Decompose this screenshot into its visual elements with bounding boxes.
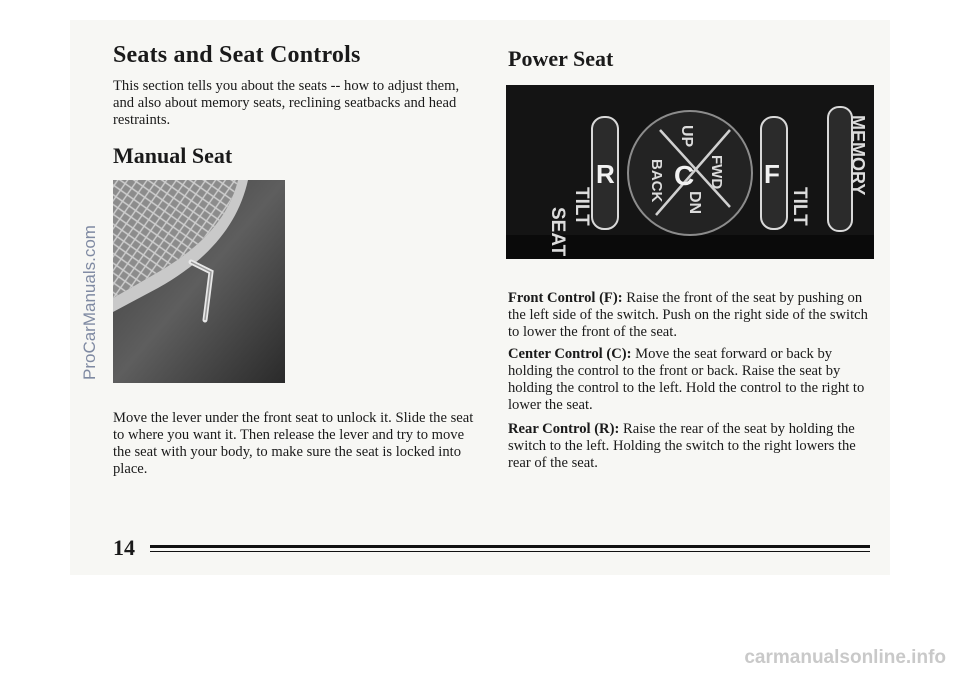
center-control-label: Center Control (C): bbox=[508, 346, 632, 362]
panel-label-fwd: FWD bbox=[708, 155, 725, 190]
panel-label-tilt-right: TILT bbox=[789, 187, 810, 226]
footer-rule-top bbox=[150, 545, 870, 548]
intro-paragraph: This section tells you about the seats -- how to adjust them, and also about memory seats, reclining seatbacks and head restraints. bbox=[113, 78, 460, 128]
power-seat-control-panel bbox=[506, 85, 874, 259]
center-control-text: Move the seat forward or back by holding the control to the front or back. Raise the seat by holding the control to the left. Hold the control to the right to lower the seat. bbox=[508, 346, 865, 413]
panel-label-up: UP bbox=[678, 125, 695, 148]
center-control-paragraph bbox=[508, 346, 870, 414]
rear-control-paragraph bbox=[508, 421, 870, 472]
power-seat-heading: Power Seat bbox=[508, 46, 614, 71]
manual-seat-paragraph: Move the lever under the front seat to unlock it. Slide the seat to where you want it. Then release the lever and try to move the seat with your body, to make sure the seat is locked into place. bbox=[113, 410, 474, 477]
footer-rule-bottom bbox=[150, 551, 870, 552]
front-control-text: Raise the front of the seat by pushing on the left side of the switch. Push on the right side of the switch to lower the front of the seat. bbox=[508, 290, 868, 340]
watermark-text bbox=[80, 360, 100, 380]
panel-label-f: F bbox=[764, 159, 780, 189]
panel-label-memory: MEMORY bbox=[848, 115, 868, 196]
front-control-paragraph bbox=[508, 290, 868, 341]
page-number: 14 bbox=[113, 535, 135, 560]
manual-seat-lever-photo bbox=[113, 180, 285, 383]
front-control-label: Front Control (F): bbox=[508, 290, 623, 306]
panel-label-tilt-left: TILT bbox=[571, 187, 592, 226]
panel-label-seat: SEAT bbox=[547, 207, 568, 257]
site-url: carmanualsonline.info bbox=[744, 647, 946, 668]
panel-label-c: C bbox=[674, 160, 695, 191]
page-title: Seats and Seat Controls bbox=[113, 42, 361, 68]
panel-label-r: R bbox=[596, 159, 615, 189]
panel-label-back: BACK bbox=[648, 159, 665, 203]
panel-label-dn: DN bbox=[686, 191, 703, 215]
rear-control-label: Rear Control (R): bbox=[508, 421, 620, 437]
manual-seat-heading: Manual Seat bbox=[113, 143, 233, 168]
rear-control-text: Raise the rear of the seat by holding the switch to the left. Holding the switch to the right lowers the rear of the seat. bbox=[508, 421, 856, 471]
